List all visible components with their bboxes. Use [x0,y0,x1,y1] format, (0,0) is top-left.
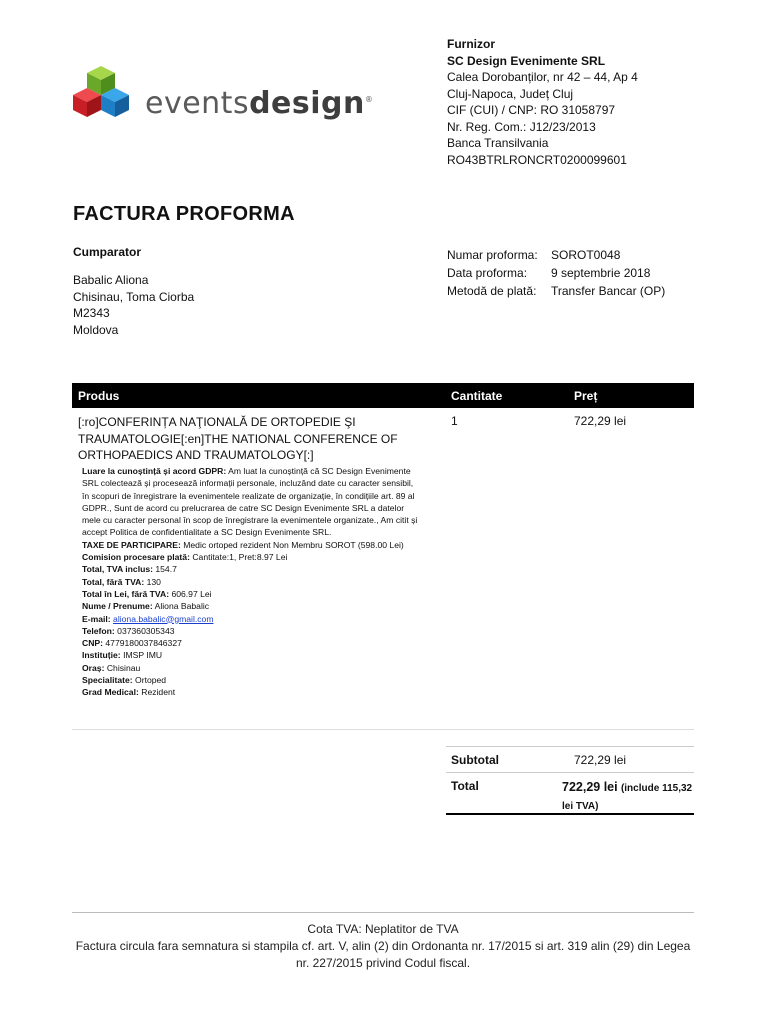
date-label: Data proforma: [447,266,528,280]
buyer-name: Babalic Aliona [73,273,149,287]
buyer-block [73,272,194,338]
document-title: FACTURA PROFORMA [73,203,295,225]
totals-bottom-line [446,813,694,815]
supplier-name: SC Design Evenimente SRL [447,53,606,68]
detail-row-email: E-mail: aliona.babalic@gmail.com [82,613,214,624]
total-value: 722,29 lei (include 115,32 lei TVA) [562,780,693,812]
detail-row: Instituție: IMSP IMU [82,650,163,661]
buyer-zip: M2343 [73,306,110,320]
detail-row: Total, fără TVA: 130 [82,576,161,587]
proforma-number: SOROT0048 [551,248,621,262]
product-details [82,465,422,699]
vat-note: Cota TVA: Neplatitor de TVA [307,922,459,936]
detail-row: Total în Lei, fără TVA: 606.97 Lei [82,588,212,599]
supplier-iban: RO43BTRLRONCRT0200099601 [447,152,627,167]
payment-label: Metodă de plată: [447,284,537,298]
detail-row: Telefon: 037360305343 [82,625,175,636]
supplier-block [447,36,638,168]
supplier-reg: Nr. Reg. Com.: J12/23/2013 [447,119,596,134]
product-qty: 1 [451,414,458,428]
email-link[interactable]: aliona.babalic@gmail.com [113,613,214,624]
gdpr-consent: Luare la cunoștință și acord GDPR: Am luat la cunoștință că SC Design Evenimente SRL colectează și procesează informații personale, incluzând date cu caracter sensibil, în scopuri de înregistrare la evenimentele realizate de organizație, în condițiile art. 89 al GDPR., Sunt de acord cu prelucrarea de catre SC Design Evenimente SRL a datelor mele cu caracter personal în scop de înregistrare la evenimentele organizate., Am citit și accept Politica de confidentialitate a SC Design Evenimente SRL. [82,466,418,538]
total-label: Total [451,779,479,793]
detail-row: CNP: 4779180037846327 [82,638,182,649]
subtotal-label: Subtotal [451,753,499,767]
number-label: Numar proforma: [447,248,538,262]
supplier-address2: Cluj-Napoca, Județ Cluj [447,86,574,101]
supplier-address1: Calea Dorobanților, nr 42 – 44, Ap 4 [447,70,638,84]
row-divider [72,729,694,730]
col-product: Produs [78,389,120,403]
col-price: Preț [574,389,598,403]
totals-mid-line [446,772,694,773]
footer-divider [72,912,694,913]
items-table-header [72,383,694,408]
buyer-country: Moldova [73,322,119,337]
detail-row: Comision procesare plată: Cantitate:1, Pret:8.97 Lei [82,552,288,563]
payment-method: Transfer Bancar (OP) [551,284,666,298]
buyer-label: Cumparator [73,245,142,259]
legal-note: Factura circula fara semnatura si stampila cf. art. V, alin (2) din Ordonanta nr. 17/2015 si art. 319 alin (29) din Legea nr. 227/2015 privind Codul fiscal. [75,939,691,970]
buyer-address: Chisinau, Toma Ciorba [73,289,195,304]
logo-wordmark: eventsdesign® [145,86,374,121]
supplier-bank: Banca Transilvania [447,136,549,150]
detail-row: Total, TVA inclus: 154.7 [82,564,177,575]
detail-row: Specialitate: Ortoped [82,675,167,686]
detail-row: TAXE DE PARTICIPARE: Medic ortoped rezident Non Membru SOROT (598.00 Lei) [82,539,404,550]
subtotal-value: 722,29 lei [574,753,627,767]
supplier-label: Furnizor [447,37,495,51]
product-name: [:ro]CONFERINȚA NAŢIONALĂ DE ORTOPEDIE ŞI TRAUMATOLOGIE[:en]THE NATIONAL CONFERENCE OF ORTHOPAEDICS AND TRAUMATOLOGY[:] [78,415,398,462]
proforma-date: 9 septembrie 2018 [551,266,651,280]
footer-notes [72,921,694,972]
detail-row: Grad Medical: Rezident [82,687,176,698]
detail-row: Nume / Prenume: Aliona Babalic [82,601,210,612]
cube-logo-icon [72,64,142,124]
col-qty: Cantitate [451,389,503,403]
product-price: 722,29 lei [574,414,627,428]
totals-top-line [446,746,694,747]
detail-row: Oraș: Chisinau [82,662,141,673]
proforma-meta [447,246,665,300]
supplier-cif: CIF (CUI) / CNP: RO 31058797 [447,103,616,117]
